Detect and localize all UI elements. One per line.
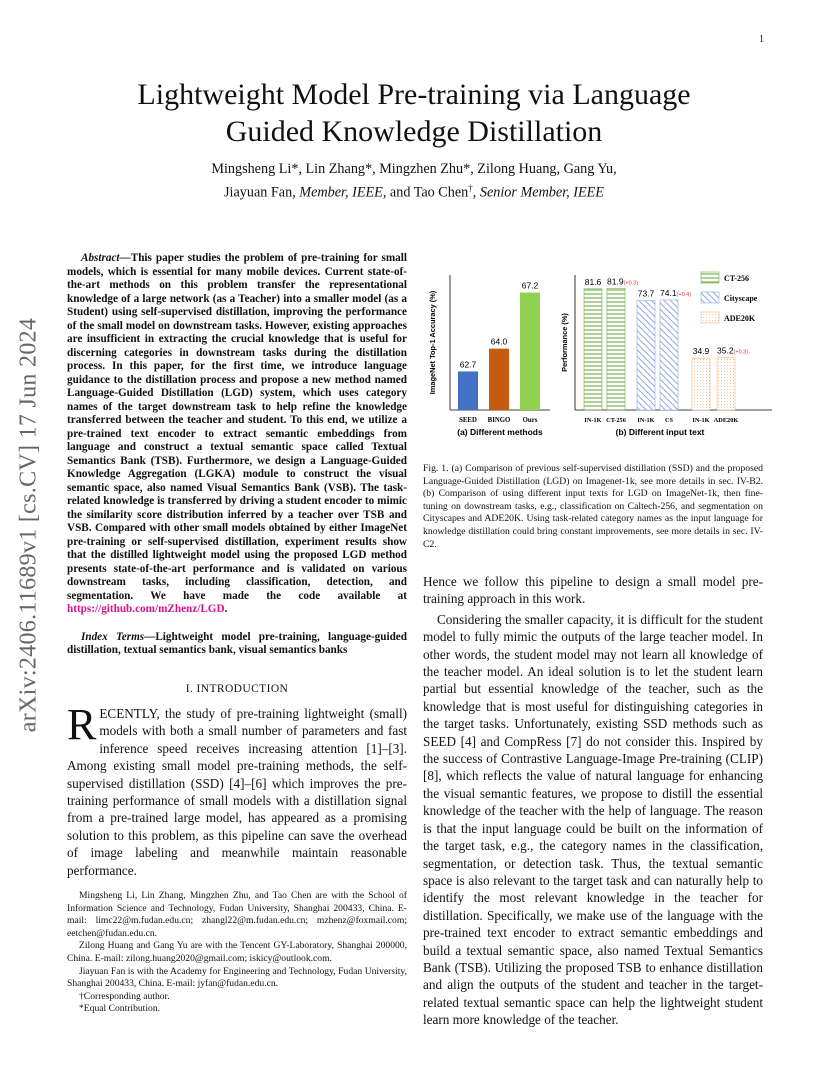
chart-b-value-label: 81.9(+0.3) [607,276,639,287]
chart-b-value-label: 81.6 [584,276,602,287]
chart-a-value-label: 67.2 [521,280,539,291]
footnotes [67,890,407,1016]
abstract: Abstract—This paper studies the problem of pre-training for small models, which is essential for many mobile devices. Current state-of-the-art methods on this problem transfer the representational knowledge of a large network (as a Teacher) into a smaller model (as a Student) using self-supervised distillation, improving the performance of the small model on downstream tasks. However, existing approaches are insufficient in extracting the crucial knowledge that is useful for discerning categories in downstream tasks during the distillation process. In this paper, for the first time, we introduce language guidance to the distillation process and propose a new method named Language-Guided Distillation (LGD) system, which uses category names of the target downstream task to help refine the knowledge transferred between the teacher and student. To this end, we utilize a pre-trained text encoder to extract semantic embeddings from language and construct a textual semantic space called Textual Semantics Bank (TSB). Furthermore, we design a Language-Guided Knowledge Aggregation (LGKA) module to construct the visual semantic space, also named Visual Semantics Bank (VSB). The task-related knowledge is transferred by driving a student encoder to mimic the similarity score distribution inferred by a teacher over TSB and VSB. Compared with other small models obtained by either ImageNet pre-training or self-supervised distillation, experiment results show that the distilled lightweight model using the proposed LGD method presents state-of-the-art performance and is validated on various downstream tasks, including classification, detection, and segmentation. We have made the code available at https://github.com/mZhenz/LGD. [67,252,407,615]
chart-b-legend-swatch [701,312,719,323]
footnote: *Equal Contribution. [79,1003,161,1015]
chart-b-xlabel: (b) Different input text [615,427,705,437]
chart-b-bar [660,300,678,410]
chart-b-legend-swatch [701,292,719,303]
chart-b-bar [692,358,710,410]
chart-b-legend-label: ADE20K [724,314,756,323]
figure-caption: Fig. 1. (a) Comparison of previous self-supervised distillation (SSD) and the proposed Language-Guided Distillation (LGD) on Imagenet-1k, see more details in sec. IV-B2. (b) Comparison of using different input texts for LGD on ImageNet-1k, then fine-tuning on downstream tasks, e.g., classification on Caltech-256, and segmentation on Cityscapes and ADE20K. Using task-related category names as the input language for knowledge distillation could bring constant improvements, see more details in sec. IV-C2. [423,463,763,550]
chart-b-value-label: 74.1(+0.4) [660,287,692,298]
title-line-2: Guided Knowledge Distillation [225,115,603,148]
chart-b-tick-label: IN-1K [637,417,655,424]
authors-line-2: Jiayuan Fan, Member, IEEE, and Tao Chen†, Senior Member, IEEE [224,183,604,201]
chart-b-bar [717,358,735,410]
chart-b-legend-label: CT-256 [724,274,750,283]
right-column [423,573,763,1029]
index-terms [67,631,407,658]
chart-a-bar [489,349,509,410]
chart-a-value-label: 64.0 [490,336,508,347]
chart-a-value-label: 62.7 [459,359,477,370]
index-terms-text: —Lightweight model pre-training, language-guided distillation, textual semantics bank, visual semantics banks [67,630,407,656]
abstract-text: —This paper studies the problem of pre-training for small models, which is essential for many mobile devices. Current state-of-the-art methods on this problem transfer the representational knowledge of a large network (as a Teacher) into a smaller model (as a Student) using self-supervised distillation, improving the performance of the small model on downstream tasks. However, existing approaches are insufficient in extracting the crucial knowledge that is useful for discerning categories in downstream tasks during the distillation process. In this paper, for the first time, we introduce language guidance to the distillation process and propose a new method named Language-Guided Distillation (LGD) system, which uses category names of the target downstream task to help refine the knowledge transferred between the teacher and student. To this end, we utilize a pre-trained text encoder to extract semantic embeddings from language and construct a textual semantic space called Textual Semantics Bank (TSB). Furthermore, we design a Language-Guided Knowledge Aggregation (LGKA) module to construct the visual semantic space, also named Visual Semantics Bank (VSB). The task-related knowledge is transferred by driving a student encoder to mimic the similarity score distribution inferred by a teacher over TSB and VSB. Compared with other small models obtained by either ImageNet pre-training or self-supervised distillation, experiment results show that the distilled lightweight model using the proposed LGD method presents state-of-the-art performance and is validated on various downstream tasks, including classification, detection, and segmentation. We have made the code available at [67,252,407,602]
chart-b-input-text [560,272,772,437]
arxiv-stamp [14,290,44,760]
footnote: Zilong Huang and Gang Yu are with the Tencent GY-Laboratory, Shanghai 200000, China. E-mail: zilong.huang2020@gmail.com; iskicy@outlook.com. [67,940,407,964]
footnote: Mingsheng Li, Lin Zhang, Mingzhen Zhu, and Tao Chen are with the School of Information Science and Technology, Fudan University, Shanghai 200433, China. E-mail: limc22@m.fudan.edu.cn; zhangl22@m.fudan.edu.cn; mzhenz@foxmail.com; eetchen@fudan.edu.cn. [67,890,407,939]
chart-a-xlabel: (a) Different methods [457,427,543,437]
chart-b-legend-label: Cityscape [724,294,758,303]
chart-b-value-label: 35.2(+0.3) [717,345,749,356]
chart-b-tick-label: ADE20K [713,417,739,424]
left-column [67,252,407,879]
introduction-paragraph [67,700,407,879]
paragraph-continuation: Hence we follow this pipeline to design a small model pre-training approach in this work. [423,574,763,607]
footnote: Jiayuan Fan is with the Academy for Engineering and Technology, Fudan University, Shanghai 200433, China. E-mail: jyfan@fudan.edu.cn. [67,965,407,990]
chart-a-tick-label: Ours [522,417,538,424]
paragraph-considering: Considering the smaller capacity, it is difficult for the student model to fully mimic the outputs of the large teacher model. In other words, the student model may not learn all knowledge of the teacher model. An ideal solution is to let the student learn partial but essential knowledge of the teacher, such as the knowledge that is most useful for distinguishing categories in the target tasks. Unfortunately, existing SSD methods such as SEED [4] and CompRess [7] do not consider this. Inspired by the success of Contrastive Language-Image Pre-training (CLIP) [8], which reflects the value of natural language for enhancing the visual semantic features, we propose to distill the essential knowledge of the teacher with the help of language. The reason is that the input language could be built on the information of the target task, e.g., the category names in the classification, segmentation, or detection task. Thus, the textual semantic space is also relevant to the target task and can naturally help to identify the most relevant knowledge in the teacher for distillation. Specifically, we make use of the language with the pre-trained text encoder to extract semantic embeddings and build a textual semantic space, also named Textual Semantics Bank (TSB). Utilizing the proposed TSB to enhance distillation and align the outputs of the student and teacher in the target-related textual semantic space can help the lightweight student learn more knowledge of the teacher. [423,611,763,1028]
paper-title [80,76,748,150]
author-list [80,160,748,203]
chart-b-bar [637,301,655,410]
chart-a-tick-label: SEED [459,417,477,424]
chart-b-bar [584,289,602,410]
chart-b-value-label: 34.9 [692,346,710,357]
chart-a-ylabel: ImageNet Top-1 Accuracy (%) [428,290,437,395]
index-terms-label: Index Terms [81,630,145,643]
drop-cap: R [67,700,97,749]
arxiv-identifier: arXiv:2406.11689v1 [cs.CV] 17 Jun 2024 [15,317,42,733]
page-number: 1 [759,34,764,45]
section-heading: I. INTRODUCTION [185,682,289,695]
chart-a-bar [520,293,540,410]
chart-b-bar [607,288,625,410]
chart-b-legend-swatch [701,272,719,283]
chart-b-tick-label: IN-1K [584,417,602,424]
chart-b-tick-label: CT-256 [606,417,626,424]
chart-b-value-label: 73.7 [637,288,655,299]
chart-b-ylabel: Performance (%) [560,313,569,372]
intro-text: ECENTLY, the study of pre-training lightweight (small) models with both a small number of parameters and fast inference speed receives increasing attention [1]–[3]. Among existing small model pre-training methods, the self-supervised distillation (SSD) [4]–[6] which improves the pre-training performance of small models with a distillation signal from a pre-trained large model, has appeared as a promising solution to this problem, as this pipeline can save the overhead of image labeling and meanwhile maintain reasonable performance. [67,706,407,878]
code-link[interactable]: https://github.com/mZhenz/LGD [67,603,225,615]
abstract-label: Abstract [81,252,120,264]
figure-1-charts [420,265,775,445]
title-line-1: Lightweight Model Pre-training via Language [137,78,691,111]
authors-line-1: Mingsheng Li*, Lin Zhang*, Mingzhen Zhu*, Zilong Huang, Gang Yu, [211,161,617,177]
chart-b-tick-label: CS [664,417,674,424]
chart-a-tick-label: BINGO [487,417,511,424]
chart-a-methods [428,275,550,437]
chart-a-bar [458,371,478,410]
footnote: †Corresponding author. [79,990,170,1002]
chart-b-tick-label: IN-1K [692,417,710,424]
